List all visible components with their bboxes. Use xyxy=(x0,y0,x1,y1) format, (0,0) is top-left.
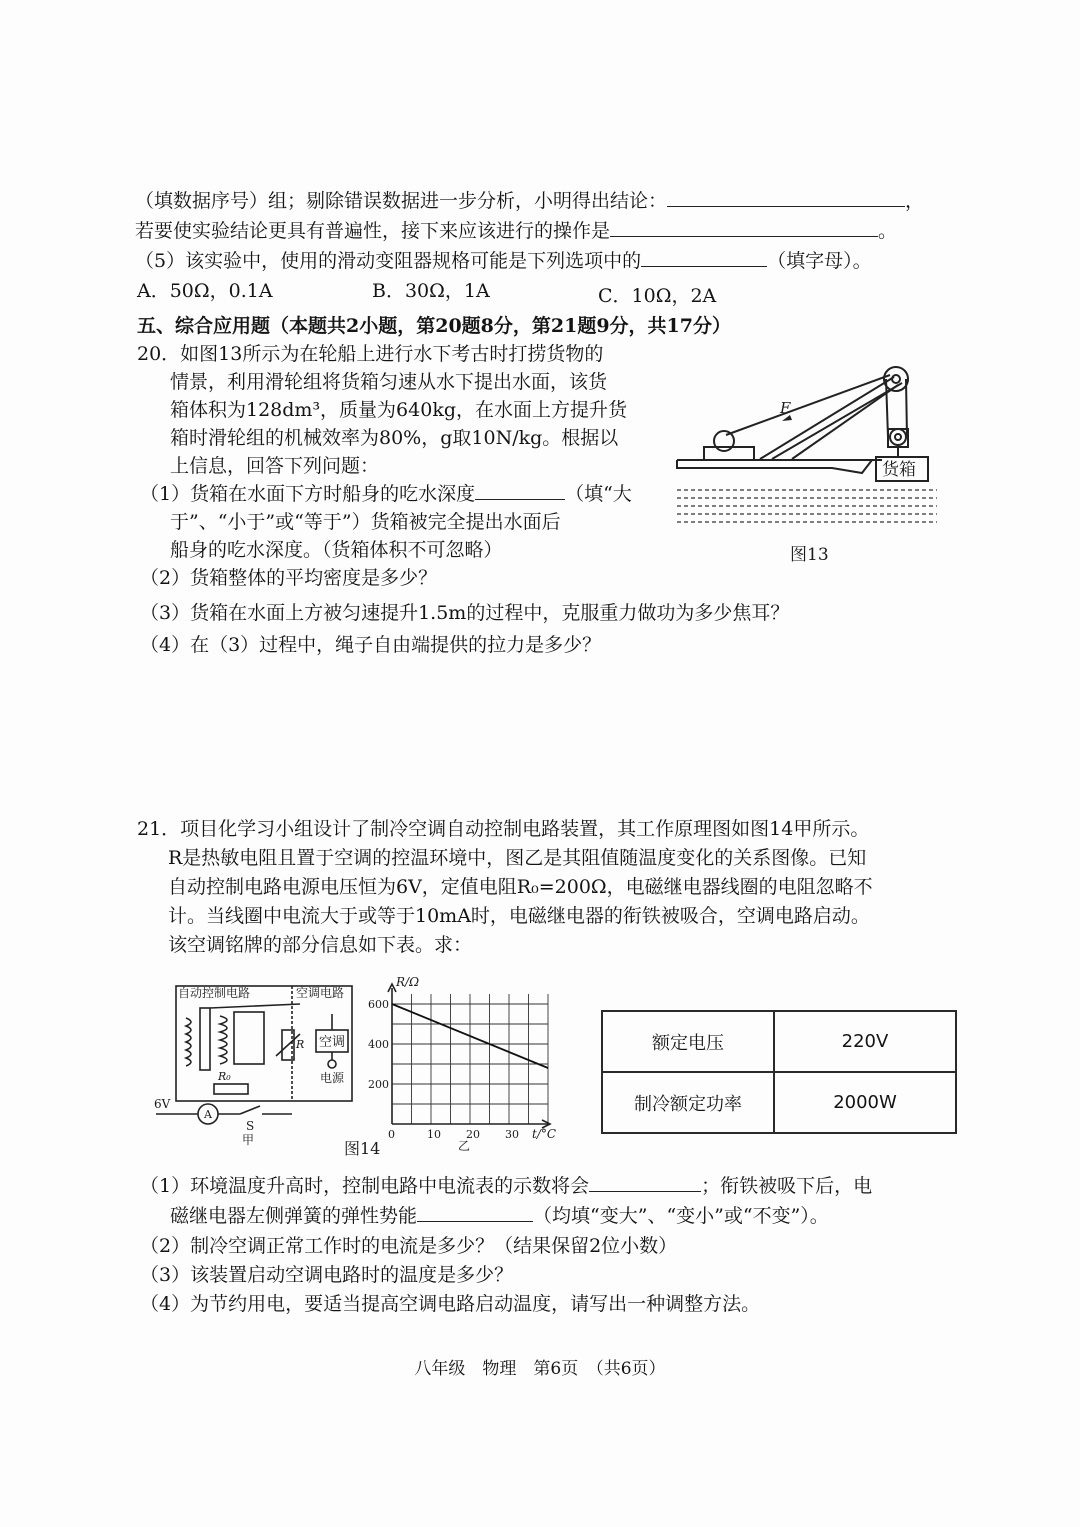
cargo-label: 货箱 xyxy=(882,460,916,480)
rt-sublabel: 乙 xyxy=(458,1139,471,1153)
x-tick-label: 10 xyxy=(427,1128,441,1141)
q21-line3: 自动控制电路电源电压恒为6V，定值电阻R₀=200Ω，电磁继电器线圈的电阻忽略不 xyxy=(168,876,873,898)
figure-13-ship-crane xyxy=(672,355,942,570)
table-key-cell: 额定电压 xyxy=(602,1011,774,1072)
q19-line2 xyxy=(135,218,897,244)
q20-line3: 箱体积为128dm³，质量为640kg，在水面上方提升货 xyxy=(170,399,628,421)
circuit-r0-label: R₀ xyxy=(218,1070,231,1083)
circuit-r-label: R xyxy=(296,1038,305,1051)
y-tick-label: 600 xyxy=(368,998,389,1011)
q21-part1-b: ；衔铁被吸下后，电 xyxy=(701,1175,873,1197)
answer-blank[interactable] xyxy=(641,248,767,267)
q20-part1-a: （1）货箱在水面下方时船身的吃水深度 xyxy=(140,483,476,505)
answer-blank[interactable] xyxy=(475,481,565,500)
q20-part1-line1 xyxy=(140,481,632,507)
figure-14-caption: 图14 xyxy=(344,1139,381,1158)
circuit-switch-label: S xyxy=(246,1119,255,1133)
q21-part1-a: （1）环境温度升高时，控制电路中电流表的示数将会 xyxy=(140,1175,590,1197)
q21-part4: （4）为节约用电，要适当提高空调电路启动温度，请写出一种调整方法。 xyxy=(140,1293,761,1315)
q21-line1: 21．项目化学习小组设计了制冷空调自动控制电路装置，其工作原理图如图14甲所示。 xyxy=(137,818,870,840)
table-value-cell: 220V xyxy=(774,1011,956,1072)
rt-x-axis-label: t/°C xyxy=(532,1127,557,1141)
q21-line4: 计。当线圈中电流大于或等于10mA时，电磁继电器的衔铁被吸合，空调电路启动。 xyxy=(168,905,870,927)
q20-part1-line2: 于”、“小于”或“等于”）货箱被完全提出水面后 xyxy=(170,511,561,533)
q19-line1-text: （填数据序号）组；剔除错误数据进一步分析，小明得出结论： xyxy=(135,190,668,212)
q20-line4: 箱时滑轮组的机械效率为80%，g取10N/kg。根据以 xyxy=(170,427,619,449)
q20-line2: 情景，利用滑轮组将货箱匀速从水下提出水面，该货 xyxy=(170,371,608,393)
q21-part1-c: 磁继电器左侧弹簧的弹性势能 xyxy=(170,1205,418,1227)
q19-line3-end: （填字母）。 xyxy=(767,250,872,272)
q20-part4: （4）在（3）过程中，绳子自由端提供的拉力是多少？ xyxy=(140,634,602,656)
circuit-aircon-label: 空调 xyxy=(319,1035,346,1050)
q20-part2: （2）货箱整体的平均密度是多少？ xyxy=(140,567,438,589)
rt-y-axis-label: R/Ω xyxy=(396,975,420,989)
q19-line1-end: ， xyxy=(905,190,925,212)
page-footer: 八年级 物理 第6页 （共6页） xyxy=(414,1359,666,1379)
q19-line1 xyxy=(135,188,924,214)
answer-blank[interactable] xyxy=(610,218,878,237)
q21-line2: R是热敏电阻且置于空调的控温环境中，图乙是其阻值随温度变化的关系图像。已知 xyxy=(168,847,867,869)
figure-13-caption: 图13 xyxy=(790,545,829,565)
q19-line3 xyxy=(135,248,872,274)
q20-line5: 上信息，回答下列问题： xyxy=(170,455,380,477)
q21-part1-d: （均填“变大”、“变小”或“不变”）。 xyxy=(533,1205,829,1227)
x-tick-label: 20 xyxy=(466,1128,480,1141)
q21-part1-line1 xyxy=(140,1173,872,1199)
q19-option-a: A．50Ω，0.1A xyxy=(137,280,273,302)
q19-option-b: B．30Ω，1A xyxy=(372,280,490,302)
circuit-ac-label: 空调电路 xyxy=(296,986,345,1000)
answer-blank[interactable] xyxy=(589,1173,701,1192)
table-key-cell: 制冷额定功率 xyxy=(602,1072,774,1133)
force-label: F xyxy=(780,399,791,417)
section-heading: 五、综合应用题（本题共2小题，第20题8分，第21题9分，共17分） xyxy=(137,315,731,337)
q19-line3-text: （5）该实验中，使用的滑动变阻器规格可能是下列选项中的 xyxy=(135,250,642,272)
circuit-sublabel: 甲 xyxy=(242,1133,255,1147)
circuit-control-label: 自动控制电路 xyxy=(178,986,251,1000)
x-tick-label: 0 xyxy=(388,1128,395,1141)
circuit-power-label: 电源 xyxy=(320,1071,345,1085)
q20-line1: 20．如图13所示为在轮船上进行水下考古时打捞货物的 xyxy=(137,343,604,365)
answer-blank[interactable] xyxy=(667,188,905,207)
circuit-ammeter-label: A xyxy=(204,1108,212,1121)
q21-part2: （2）制冷空调正常工作时的电流是多少？（结果保留2位小数） xyxy=(140,1235,678,1257)
table-row xyxy=(602,1011,956,1072)
y-tick-label: 200 xyxy=(368,1078,389,1091)
answer-blank[interactable] xyxy=(417,1203,533,1222)
q21-part3: （3）该装置启动空调电路时的温度是多少？ xyxy=(140,1264,514,1286)
q21-part1-line2 xyxy=(170,1203,829,1229)
q20-part1-line3: 船身的吃水深度。（货箱体积不可忽略） xyxy=(170,539,503,561)
q20-part1-b: （填“大 xyxy=(565,483,632,505)
q20-part3: （3）货箱在水面上方被匀速提升1.5m的过程中，克服重力做功为多少焦耳？ xyxy=(140,602,790,624)
q19-line2-end: 。 xyxy=(878,220,898,242)
q19-line2-text: 若要使实验结论更具有普遍性，接下来应该进行的操作是 xyxy=(135,220,611,242)
y-tick-label: 400 xyxy=(368,1038,389,1051)
circuit-voltage-label: 6V xyxy=(154,1097,171,1111)
q19-option-c: C．10Ω，2A xyxy=(598,285,717,307)
figure-14-rt-graph xyxy=(360,972,570,1152)
q21-line5: 该空调铭牌的部分信息如下表。求： xyxy=(168,934,473,956)
table-row xyxy=(602,1072,956,1133)
aircon-nameplate-table xyxy=(601,1010,957,1134)
x-tick-label: 30 xyxy=(505,1128,519,1141)
table-value-cell: 2000W xyxy=(774,1072,956,1133)
